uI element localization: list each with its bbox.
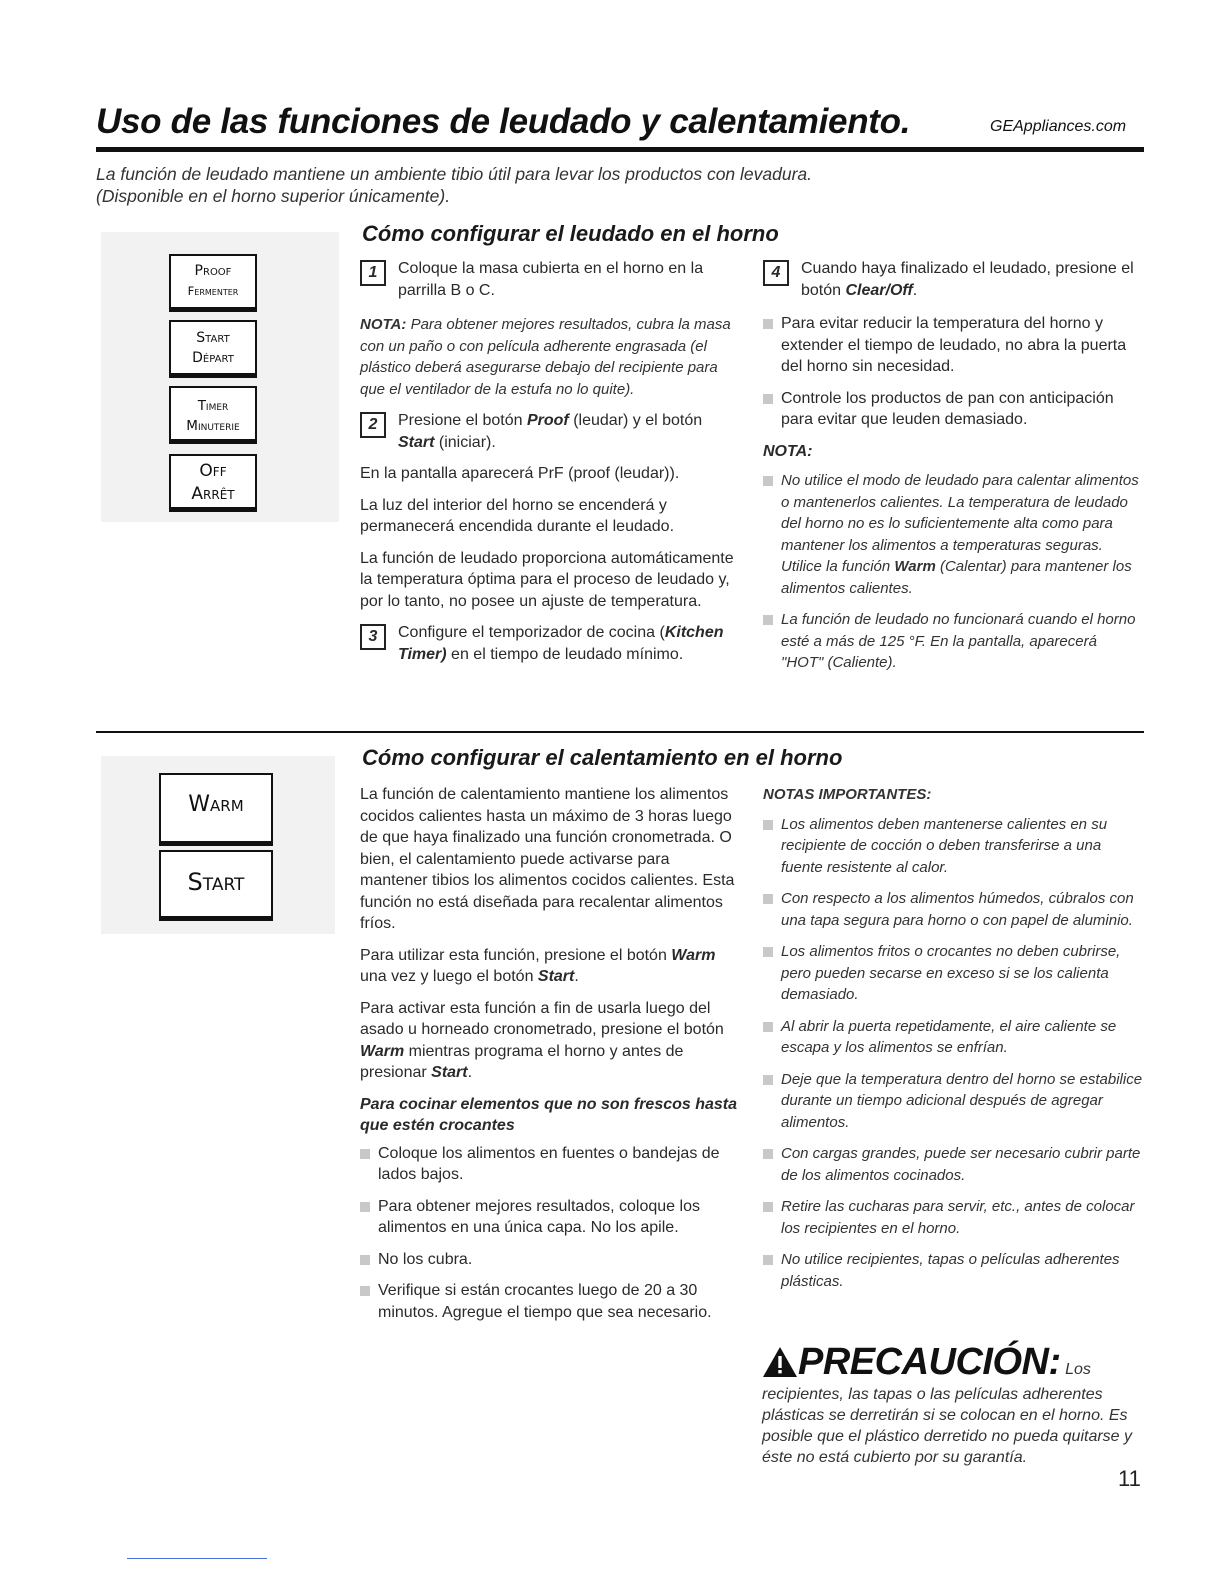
warm-button-ref: Warm bbox=[894, 558, 936, 575]
footer-line bbox=[127, 1558, 267, 1559]
proof-step-3 bbox=[360, 622, 740, 665]
step-text: Presione el botón bbox=[398, 412, 527, 429]
start-button-ref: Start bbox=[398, 433, 435, 451]
step-text: (iniciar). bbox=[434, 433, 496, 451]
step-text: . bbox=[912, 281, 918, 299]
list-item: Con cargas grandes, puede ser necesario cubrir parte de los alimentos cocinados. bbox=[763, 1143, 1143, 1186]
start-key-sublabel: Départ bbox=[192, 350, 234, 366]
proof-note bbox=[360, 314, 740, 400]
usage-text: Para utilizar esta función, presione el botón bbox=[360, 946, 672, 964]
list-item: Retire las cucharas para servir, etc., antes de colocar los recipientes en el horno. bbox=[763, 1196, 1143, 1239]
site-url: GEAppliances.com bbox=[990, 118, 1127, 135]
nota-label: NOTA: bbox=[763, 442, 813, 460]
note-label: NOTA: bbox=[360, 316, 407, 333]
step-text: en el tiempo de leudado mínimo. bbox=[446, 645, 684, 663]
usage-text: . bbox=[574, 968, 579, 985]
proof-step-1 bbox=[360, 258, 740, 301]
usage-text: una vez y luego el botón bbox=[360, 968, 538, 985]
list-item: La función de leudado no funcionará cuando el horno esté a más de 125 °F. En la pantalla, aparecerá "HOT" (Caliente). bbox=[763, 609, 1143, 674]
warm-key-label: Warm bbox=[188, 792, 244, 817]
temperature-text: La función de leudado proporciona automáticamente la temperatura óptima para el proceso de leudado y, por lo tanto, no posee un ajuste de temperatura. bbox=[360, 549, 734, 610]
warm-button-ref: Warm bbox=[360, 1042, 405, 1060]
off-key-label: Off bbox=[199, 461, 227, 481]
warm-button-ref: Warm bbox=[671, 946, 716, 964]
activation-text: Para activar esta función a fin de usarla luego del asado u horneado cronometrado, presione el botón bbox=[360, 999, 724, 1038]
step-text: (leudar) y el botón bbox=[568, 412, 703, 429]
start-button-ref: Start bbox=[431, 1064, 468, 1081]
list-item: No los cubra. bbox=[360, 1249, 740, 1271]
start-key-label: Start bbox=[196, 330, 230, 346]
section-divider bbox=[96, 731, 1144, 733]
list-item: Deje que la temperatura dentro del horno se estabilice durante un tiempo adicional después de agregar alimentos. bbox=[763, 1069, 1143, 1134]
list-item: No utilice recipientes, tapas o películas adherentes plásticas. bbox=[763, 1249, 1143, 1292]
warm-heading: Cómo configurar el calentamiento en el horno bbox=[362, 745, 843, 770]
intro-line-2: (Disponible en el horno superior únicamente). bbox=[96, 186, 451, 206]
proof-column-2 bbox=[763, 258, 1143, 684]
step-number: 3 bbox=[360, 624, 386, 650]
intro-text bbox=[96, 163, 1144, 207]
step-text: Configure el temporizador de cocina ( bbox=[398, 624, 665, 641]
list-item: Coloque los alimentos en fuentes o bandejas de lados bajos. bbox=[360, 1143, 740, 1186]
warm-column-1 bbox=[360, 784, 740, 1333]
proof-key-sublabel: Fermenter bbox=[187, 284, 239, 298]
timer-key bbox=[169, 386, 257, 444]
timer-key-sublabel: Minuterie bbox=[186, 418, 240, 434]
proof-heading: Cómo configurar el leudado en el horno bbox=[362, 221, 779, 246]
page-number: 11 bbox=[1118, 1466, 1141, 1491]
warm-activation bbox=[360, 998, 740, 1084]
list-item: Verifique si están crocantes luego de 20 a 30 minutos. Agregue el tiempo que sea necesario. bbox=[360, 1280, 740, 1323]
step-number: 4 bbox=[763, 260, 789, 286]
note-text: Para obtener mejores resultados, cubra la masa con un paño o con película adherente engrasada (el plástico deberá asegurarse debajo del recipiente para que el ventilador de la estufa no lo quite). bbox=[360, 316, 731, 398]
warm-start-key bbox=[159, 850, 273, 921]
warm-usage bbox=[360, 945, 740, 988]
display-text: En la pantalla aparecerá PrF (proof (leudar)). bbox=[360, 465, 680, 482]
warm-start-key-label: Start bbox=[187, 868, 245, 896]
header-rule bbox=[96, 147, 1144, 152]
light-text: La luz del interior del horno se encenderá y permanecerá encendida durante el leudado. bbox=[360, 496, 675, 535]
note-text: (Calentar) para mantener los alimentos calientes. bbox=[781, 558, 1132, 597]
warm-column-2 bbox=[763, 784, 1143, 1302]
warm-key bbox=[159, 773, 273, 846]
crisp-heading: Para cocinar elementos que no son frescos hasta que estén crocantes bbox=[360, 1095, 738, 1134]
proof-step-2 bbox=[360, 410, 740, 453]
list-item: Al abrir la puerta repetidamente, el aire caliente se escapa y los alimentos se enfrían. bbox=[763, 1016, 1143, 1059]
proof-button-ref: Proof bbox=[526, 412, 569, 429]
note-text: No utilice el modo de leudado para calentar alimentos o mantenerlos calientes. La temperatura de leudado del horno no es lo suficientemente alta como para mantener los alimentos a temperaturas seguras. Utilice la función bbox=[781, 472, 1139, 575]
list-item bbox=[763, 470, 1143, 599]
start-key bbox=[169, 320, 257, 378]
timer-key-label: Timer bbox=[197, 398, 229, 414]
warm-keypad-panel bbox=[101, 756, 335, 934]
important-notes-label: NOTAS IMPORTANTES: bbox=[763, 786, 932, 803]
warm-description: La función de calentamiento mantiene los alimentos cocidos calientes hasta un máximo de 3 horas luego de que haya finalizado una función cronometrada. O bien, el calentamiento puede activarse para mantener tibios los alimentos cocidos calientes. Esta función no está diseñada para recalentar alimentos fríos. bbox=[360, 786, 735, 932]
step-text: Coloque la masa cubierta en el horno en la parrilla B o C. bbox=[398, 260, 704, 299]
kitchen-timer-ref: Kitchen Timer) bbox=[398, 624, 724, 663]
proof-step-4 bbox=[763, 258, 1143, 301]
proof-column-1 bbox=[360, 258, 740, 665]
list-item: Los alimentos deben mantenerse calientes en su recipiente de cocción o deben transferirse a una fuente resistente al calor. bbox=[763, 814, 1143, 879]
step-number: 2 bbox=[360, 412, 386, 438]
precaution-text: Los recipientes, las tapas o las películas adherentes plásticas se derretirán si se colocan en el horno. Es posible que el plástico derretido no pueda quitarse y éste no está cubierto por su garantía. bbox=[762, 1361, 1133, 1466]
clear-off-button-ref: Clear/Off bbox=[845, 281, 913, 299]
proof-key bbox=[169, 254, 257, 312]
list-item: Para obtener mejores resultados, coloque los alimentos en una única capa. No los apile. bbox=[360, 1196, 740, 1239]
proof-keypad-panel bbox=[101, 232, 339, 522]
start-button-ref: Start bbox=[537, 968, 575, 985]
list-item: Controle los productos de pan con anticipación para evitar que leuden demasiado. bbox=[763, 388, 1143, 431]
page-title: Uso de las funciones de leudado y calentamiento. bbox=[96, 102, 911, 141]
list-item: Para evitar reducir la temperatura del horno y extender el tiempo de leudado, no abra la puerta del horno sin necesidad. bbox=[763, 313, 1143, 378]
step-number: 1 bbox=[360, 260, 386, 286]
precaution-block bbox=[762, 1341, 1152, 1468]
off-key bbox=[169, 454, 257, 512]
intro-line-1: La función de leudado mantiene un ambiente tibio útil para levar los productos con levadura. bbox=[96, 164, 813, 184]
proof-key-label: Proof bbox=[194, 263, 232, 279]
activation-text: mientras programa el horno y antes de presionar bbox=[360, 1042, 684, 1081]
list-item: Con respecto a los alimentos húmedos, cúbralos con una tapa segura para horno o con papel de aluminio. bbox=[763, 888, 1143, 931]
precaution-label: PRECAUCIÓN: bbox=[798, 1341, 1061, 1383]
warning-triangle-icon bbox=[762, 1346, 798, 1384]
step-text: Cuando haya finalizado el leudado, presione el botón bbox=[801, 260, 1134, 299]
list-item: Los alimentos fritos o crocantes no deben cubrirse, pero pueden secarse en exceso si se los calienta demasiado. bbox=[763, 941, 1143, 1006]
activation-text: . bbox=[467, 1064, 473, 1081]
off-key-sublabel: Arrêt bbox=[191, 484, 235, 504]
